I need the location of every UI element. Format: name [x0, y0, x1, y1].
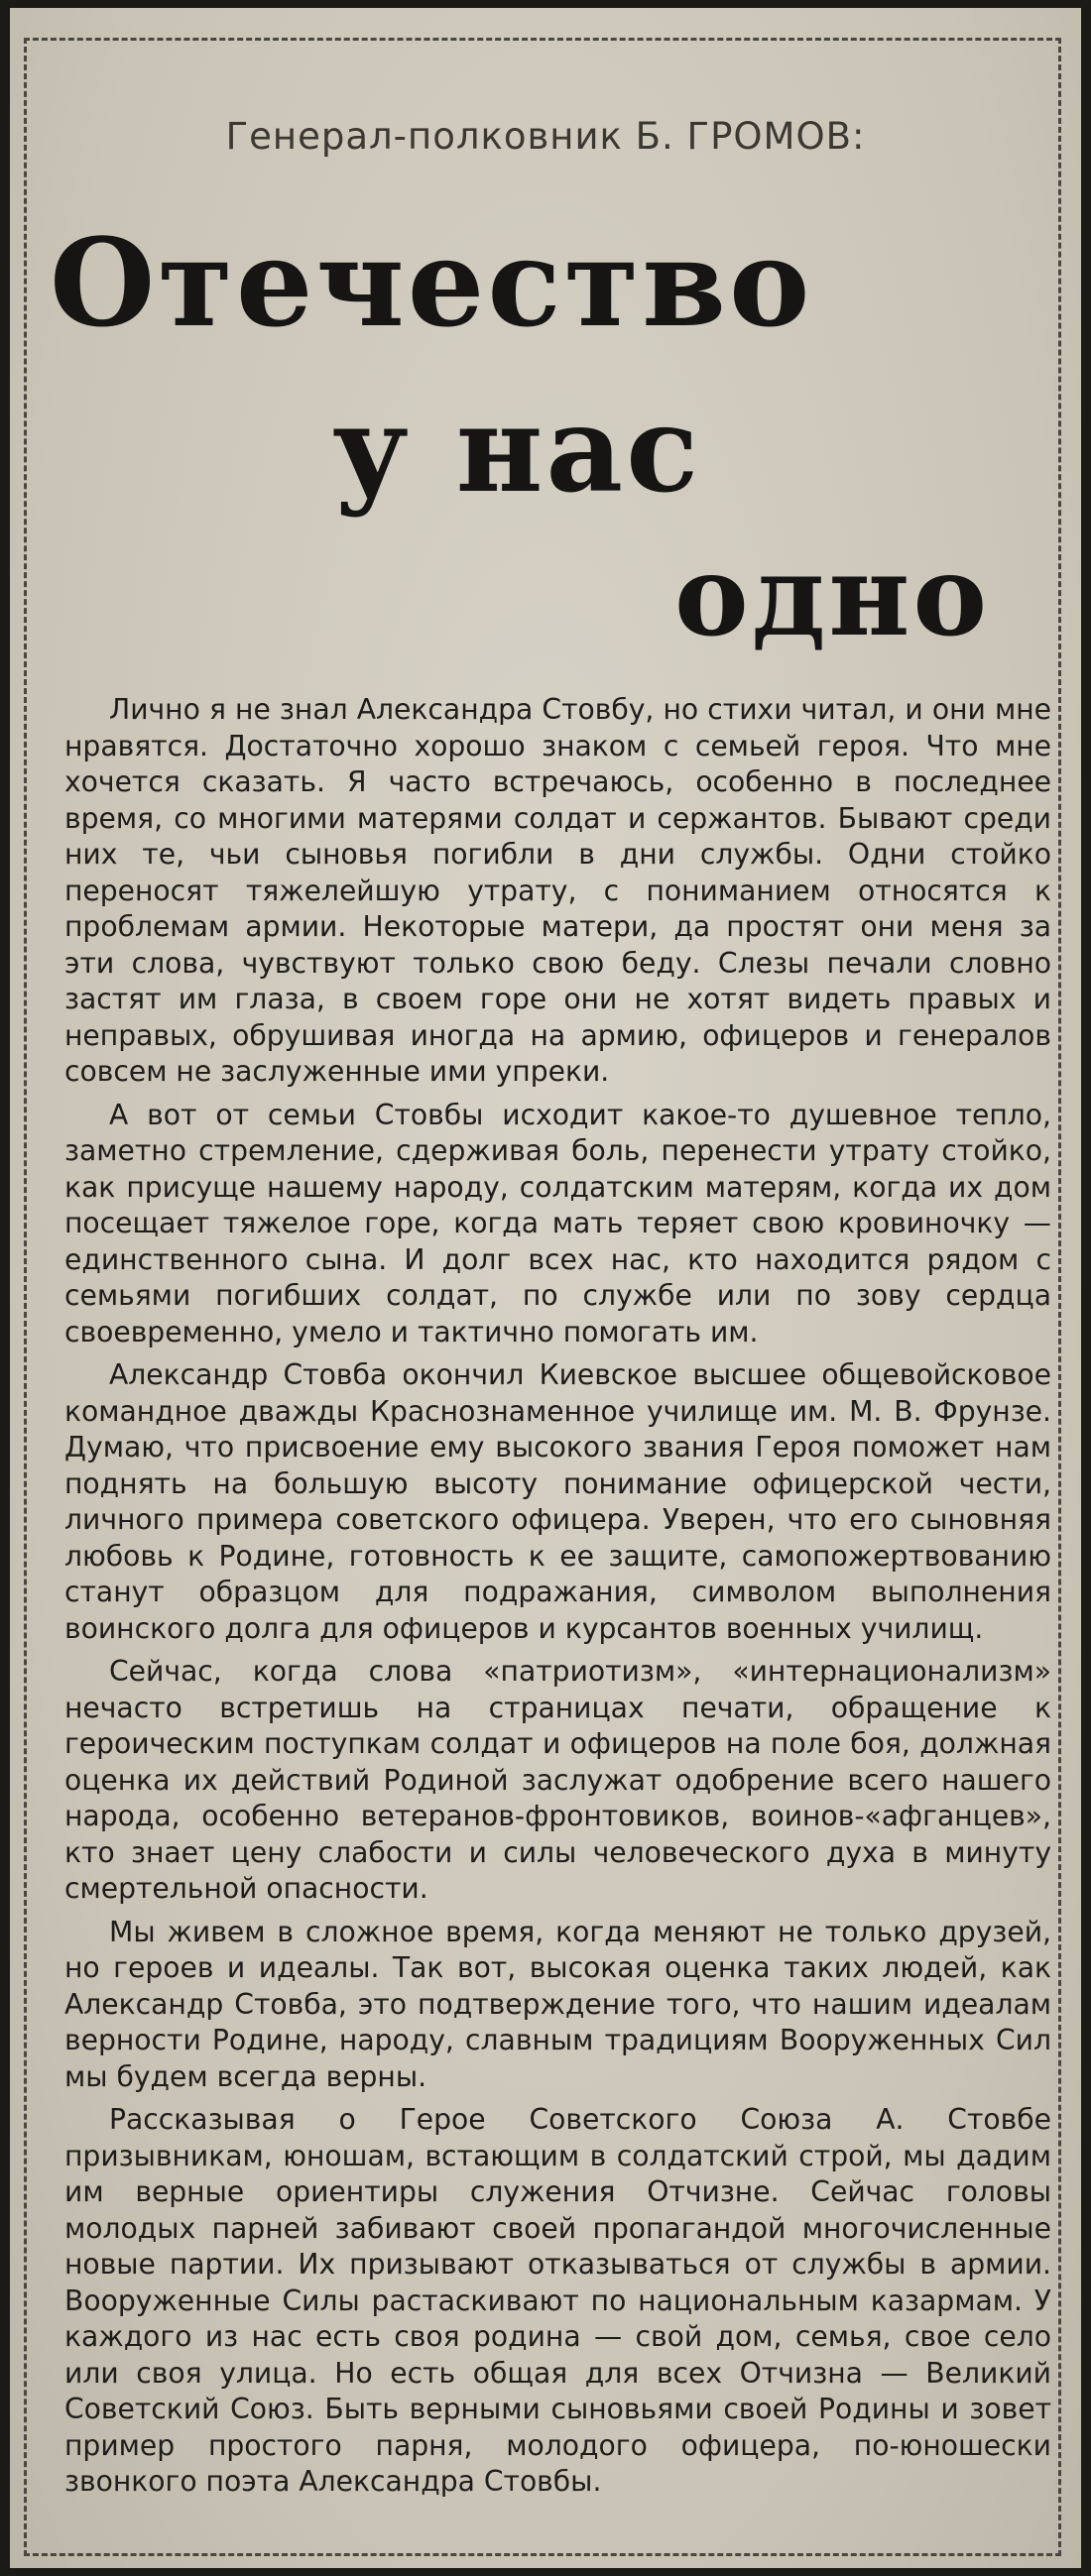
- paragraph: А вот от семьи Стовбы исходит какое-то душевное тепло, заметно стремление, сдерживая боль, перенести утрату стойко, как присуще нашему народу, солдатским матерям, когда их дом посещает тяжелое горе, когда мать теряет свою кровиночку — единственного сына. И долг всех нас, кто находится рядом с семьями погибших солдат, по службе или по зову сердца своевременно, умело и тактично помогать им.: [64, 1098, 1051, 1348]
- headline-line-2: у нас: [332, 380, 702, 520]
- headline-line-3: одно: [674, 531, 991, 661]
- author-line: Генерал-полковник Б. ГРОМОВ:: [225, 115, 866, 158]
- headline-line-1: Отечество: [50, 211, 813, 354]
- paragraph: Александр Стовба окончил Киевское высшее общевойсковое командное дважды Краснознаменное училище им. М. В. Фрунзе. Думаю, что присвоение ему высокого звания Героя поможет нам поднять на большую высоту понимание офицерской чести, личного примера советского офицера. Уверен, что его сыновняя любовь к Родине, готовность к ее защите, самопожертвованию станут образцом для подражания, символом выполнения воинского долга для офицеров и курсантов военных училищ.: [64, 1358, 1051, 1645]
- paragraph: Лично я не знал Александра Стовбу, но стихи читал, и они мне нравятся. Достаточно хорошо знаком с семьей героя. Что мне хочется сказать. Я часто встречаюсь, особенно в последнее время, со многими матерями солдат и сержантов. Бывают среди них те, чьи сыновья погибли в дни службы. Одни стойко переносят тяжелейшую утрату, с пониманием относятся к проблемам армии. Некоторые матери, да простят они меня за эти слова, чувствуют только свою беду. Слезы печали словно застят им глаза, в своем горе они не хотят видеть правых и неправых, обрушивая иногда на армию, офицеров и генералов совсем не заслуженные ими упреки.: [64, 693, 1051, 1088]
- paragraph: Сейчас, когда слова «патриотизм», «интернационализм» нечасто встретишь на страницах печати, обращение к героическим поступкам солдат и офицеров на поле боя, должная оценка их действий Родиной заслужат одобрение всего нашего народа, особенно ветеранов-фронтовиков, воинов-«афганцев», кто знает цену слабости и силы человеческого духа в минуту смертельной опасности.: [64, 1655, 1051, 1905]
- article-body: [64, 692, 1051, 2508]
- newspaper-clipping: [10, 8, 1081, 2568]
- paragraph: Мы живем в сложное время, когда меняют не только друзей, но героев и идеалы. Так вот, высокая оценка таких людей, как Александр Стовба, это подтверждение того, что нашим идеалам верности Родине, народу, славным традициям Вооруженных Сил мы будем всегда верны.: [64, 1915, 1051, 2093]
- paragraph: Рассказывая о Герое Советского Союза А. Стовбе призывникам, юношам, встающим в солдатский строй, мы дадим им верные ориентиры служения Отчизне. Сейчас головы молодых парней забивают своей пропагандой многочисленные новые партии. Их призывают отказываться от службы в армии. Вооруженные Силы растаскивают по национальным казармам. У каждого из нас есть своя родина — свой дом, семья, свое село или своя улица. Но есть общая для всех Отчизна — Великий Советский Союз. Быть верными сыновьями своей Родины и зовет пример простого парня, молодого офицера, по-юношески звонкого поэта Александра Стовбы.: [64, 2103, 1051, 2498]
